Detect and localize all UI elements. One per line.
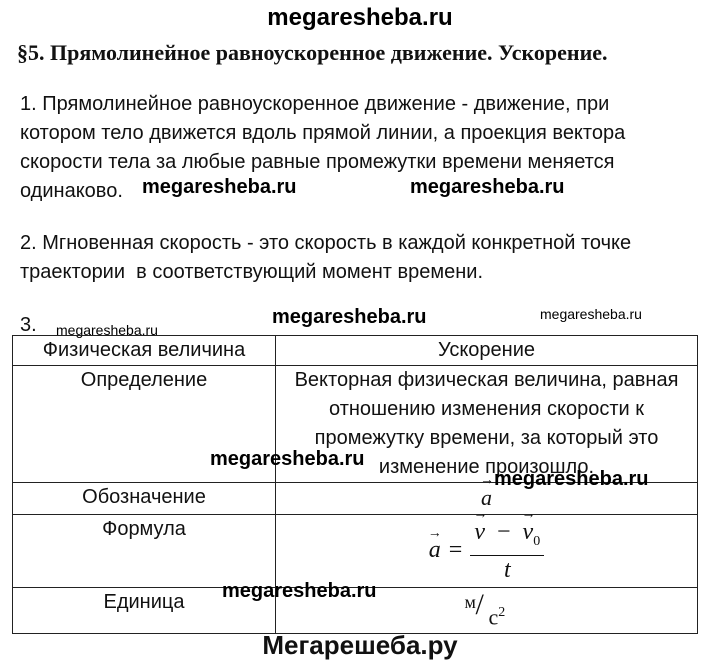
table-header-row <box>13 336 698 366</box>
header-acceleration: Ускорение <box>276 336 698 366</box>
formula-v: → v <box>474 518 485 546</box>
label-symbol: Обозначение <box>13 483 276 515</box>
watermark-definition-row: megaresheba.ru <box>210 448 365 470</box>
value-formula <box>276 515 698 588</box>
formula-sub-zero: 0 <box>533 533 541 549</box>
label-formula: Формула <box>13 515 276 588</box>
unit-exponent: 2 <box>498 605 506 620</box>
formula-fraction <box>470 518 544 585</box>
header-physical-quantity: Физическая величина <box>13 336 276 366</box>
label-definition: Определение <box>13 366 276 483</box>
paragraph-instant-velocity: 2. Мгновенная скорость - это скорость в каждой конкретной точке траектории в соответствующий момент времени. <box>20 232 632 283</box>
formula-denominator: t <box>503 557 511 584</box>
label-unit: Единица <box>13 588 276 634</box>
unit-numerator: м <box>464 592 476 612</box>
table-row-formula <box>13 515 698 588</box>
footer-site-name: Мегарешеба.ру <box>262 630 458 660</box>
formula-lhs: → a <box>429 536 441 565</box>
formula-minus: − <box>497 518 511 545</box>
value-definition: Векторная физическая величина, равная отношению изменения скорости к промежутку времени, за который это изменение произошло. <box>276 366 698 483</box>
paragraph-definition-motion: 1. Прямолинейное равноускоренное движение - движение, при котором тело движется вдоль прямой линии, а проекция вектора скорости тела за любые равные промежутки времени меняется одинаково. <box>20 93 626 202</box>
formula-v0: → v <box>523 518 534 546</box>
symbol-a-vector: → a <box>481 483 492 512</box>
watermark-paragraph-1a: megaresheba.ru <box>142 176 297 198</box>
section-heading: §5. Прямолинейное равноускоренное движение. Ускорение. <box>17 40 608 65</box>
watermark-paragraph-1b: megaresheba.ru <box>410 176 565 198</box>
watermark-top: megaresheba.ru <box>267 4 453 31</box>
formula-numerator <box>470 518 544 556</box>
watermark-table-left: megaresheba.ru <box>56 322 158 338</box>
paragraph-table-label: 3. <box>20 314 37 336</box>
watermark-symbol-row: megaresheba.ru <box>494 468 649 490</box>
watermark-table-center: megaresheba.ru <box>272 306 427 328</box>
unit-m-per-s2 <box>457 588 517 630</box>
formula-equals: = <box>448 537 463 564</box>
watermark-table-right: megaresheba.ru <box>540 306 642 322</box>
unit-slash: / <box>475 588 484 621</box>
acceleration-formula <box>429 518 544 585</box>
unit-denominator: $с^2$ <box>488 604 506 630</box>
watermark-unit-row: megaresheba.ru <box>222 580 377 602</box>
